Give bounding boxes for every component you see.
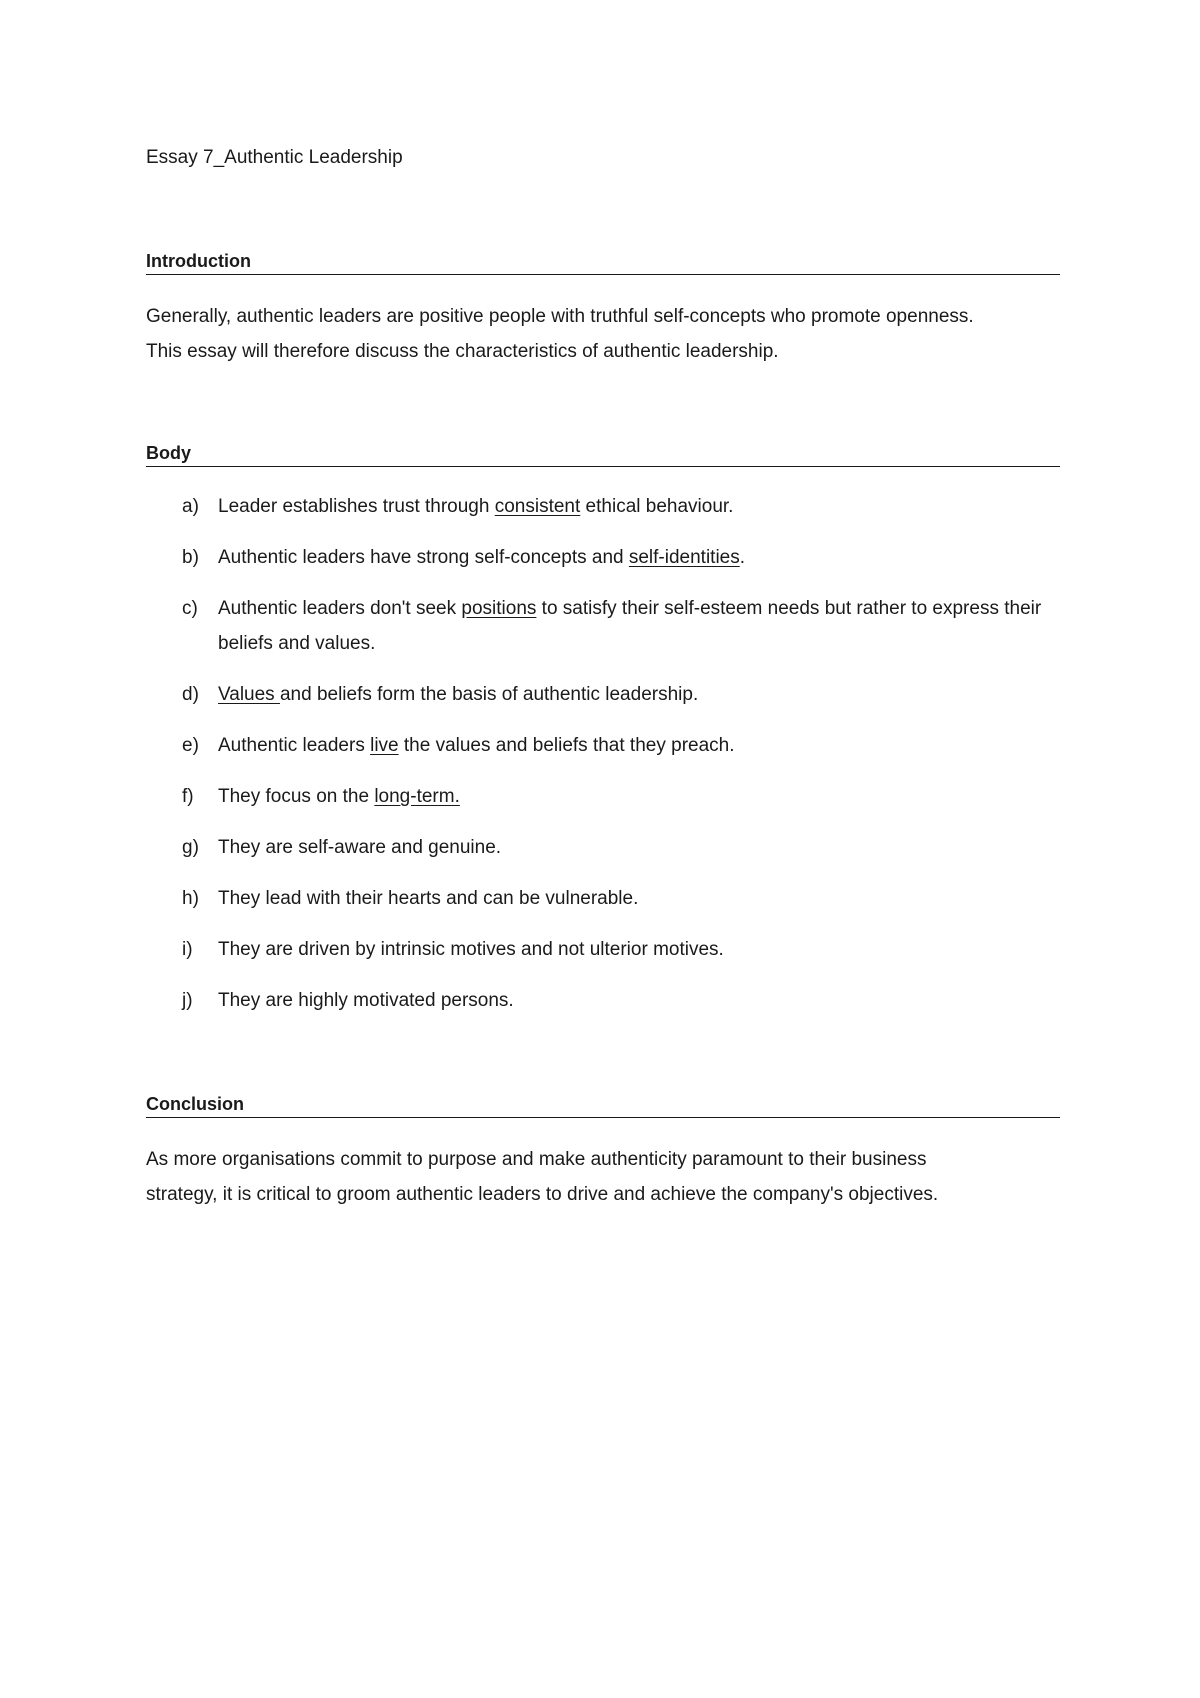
introduction-line: Generally, authentic leaders are positive people with truthful self-concepts who promote openness. [146, 306, 974, 327]
list-marker: i) [182, 939, 193, 960]
conclusion-line: As more organisations commit to purpose and make authenticity paramount to their business [146, 1149, 927, 1170]
list-item [146, 591, 1060, 661]
list-item-text [218, 830, 1060, 865]
introduction-heading: Introduction [146, 250, 1060, 275]
item-text-after: and beliefs form the basis of authentic leadership. [279, 684, 699, 705]
item-text-after: to satisfy their self-esteem needs but rather to express their beliefs and values. [218, 598, 1042, 654]
body-heading: Body [146, 442, 1060, 467]
list-marker: f) [182, 786, 194, 807]
list-marker: b) [182, 547, 199, 568]
list-item-text [218, 881, 1060, 916]
item-text-before: Authentic leaders [218, 735, 371, 756]
list-item [146, 677, 1060, 712]
item-text-underlined: self-identities [628, 547, 740, 568]
list-item-text [218, 728, 1060, 763]
list-item-text [218, 779, 1060, 814]
list-item [146, 983, 1060, 1018]
list-item-text [218, 489, 1060, 524]
list-item-text [218, 540, 1060, 575]
item-text-after: ethical behaviour. [580, 496, 734, 517]
list-item [146, 728, 1060, 763]
list-item [146, 830, 1060, 865]
body-list [146, 489, 1060, 1034]
item-text-underlined: live [370, 735, 399, 756]
item-text-after: . [739, 547, 746, 568]
document-title: Essay 7_Authentic Leadership [146, 147, 403, 168]
item-text-before: They are self-aware and genuine. [218, 837, 502, 858]
list-item-text [218, 677, 1060, 712]
list-marker: c) [182, 598, 198, 619]
list-marker: e) [182, 735, 199, 756]
list-marker: g) [182, 837, 199, 858]
list-item-text [218, 932, 1060, 967]
list-marker: j) [182, 990, 193, 1011]
list-item-text [218, 983, 1060, 1018]
list-marker: d) [182, 684, 199, 705]
list-item [146, 540, 1060, 575]
list-marker: h) [182, 888, 199, 909]
item-text-before: They are highly motivated persons. [218, 990, 514, 1011]
list-item [146, 932, 1060, 967]
item-text-before: They are driven by intrinsic motives and not ulterior motives. [218, 939, 724, 960]
conclusion-line: strategy, it is critical to groom authentic leaders to drive and achieve the company's objectives. [146, 1184, 939, 1205]
item-text-before: Leader establishes trust through [218, 496, 495, 517]
list-item [146, 779, 1060, 814]
introduction-paragraph [146, 299, 1060, 369]
item-text-after: the values and beliefs that they preach. [398, 735, 735, 756]
list-item [146, 881, 1060, 916]
item-text-before: They lead with their hearts and can be vulnerable. [218, 888, 639, 909]
conclusion-heading: Conclusion [146, 1093, 1060, 1118]
item-text-underlined: positions [461, 598, 537, 619]
conclusion-paragraph [146, 1142, 1060, 1212]
item-text-before: They focus on the [218, 786, 375, 807]
list-item-text [218, 591, 1060, 661]
introduction-line: This essay will therefore discuss the characteristics of authentic leadership. [146, 341, 779, 362]
item-text-underlined: long-term. [374, 786, 460, 807]
list-item [146, 489, 1060, 524]
item-text-before: Authentic leaders have strong self-concepts and [218, 547, 629, 568]
item-text-before: Authentic leaders don't seek [218, 598, 462, 619]
list-marker: a) [182, 496, 199, 517]
item-text-underlined: consistent [494, 496, 581, 517]
item-text-underlined: Values [218, 684, 280, 705]
